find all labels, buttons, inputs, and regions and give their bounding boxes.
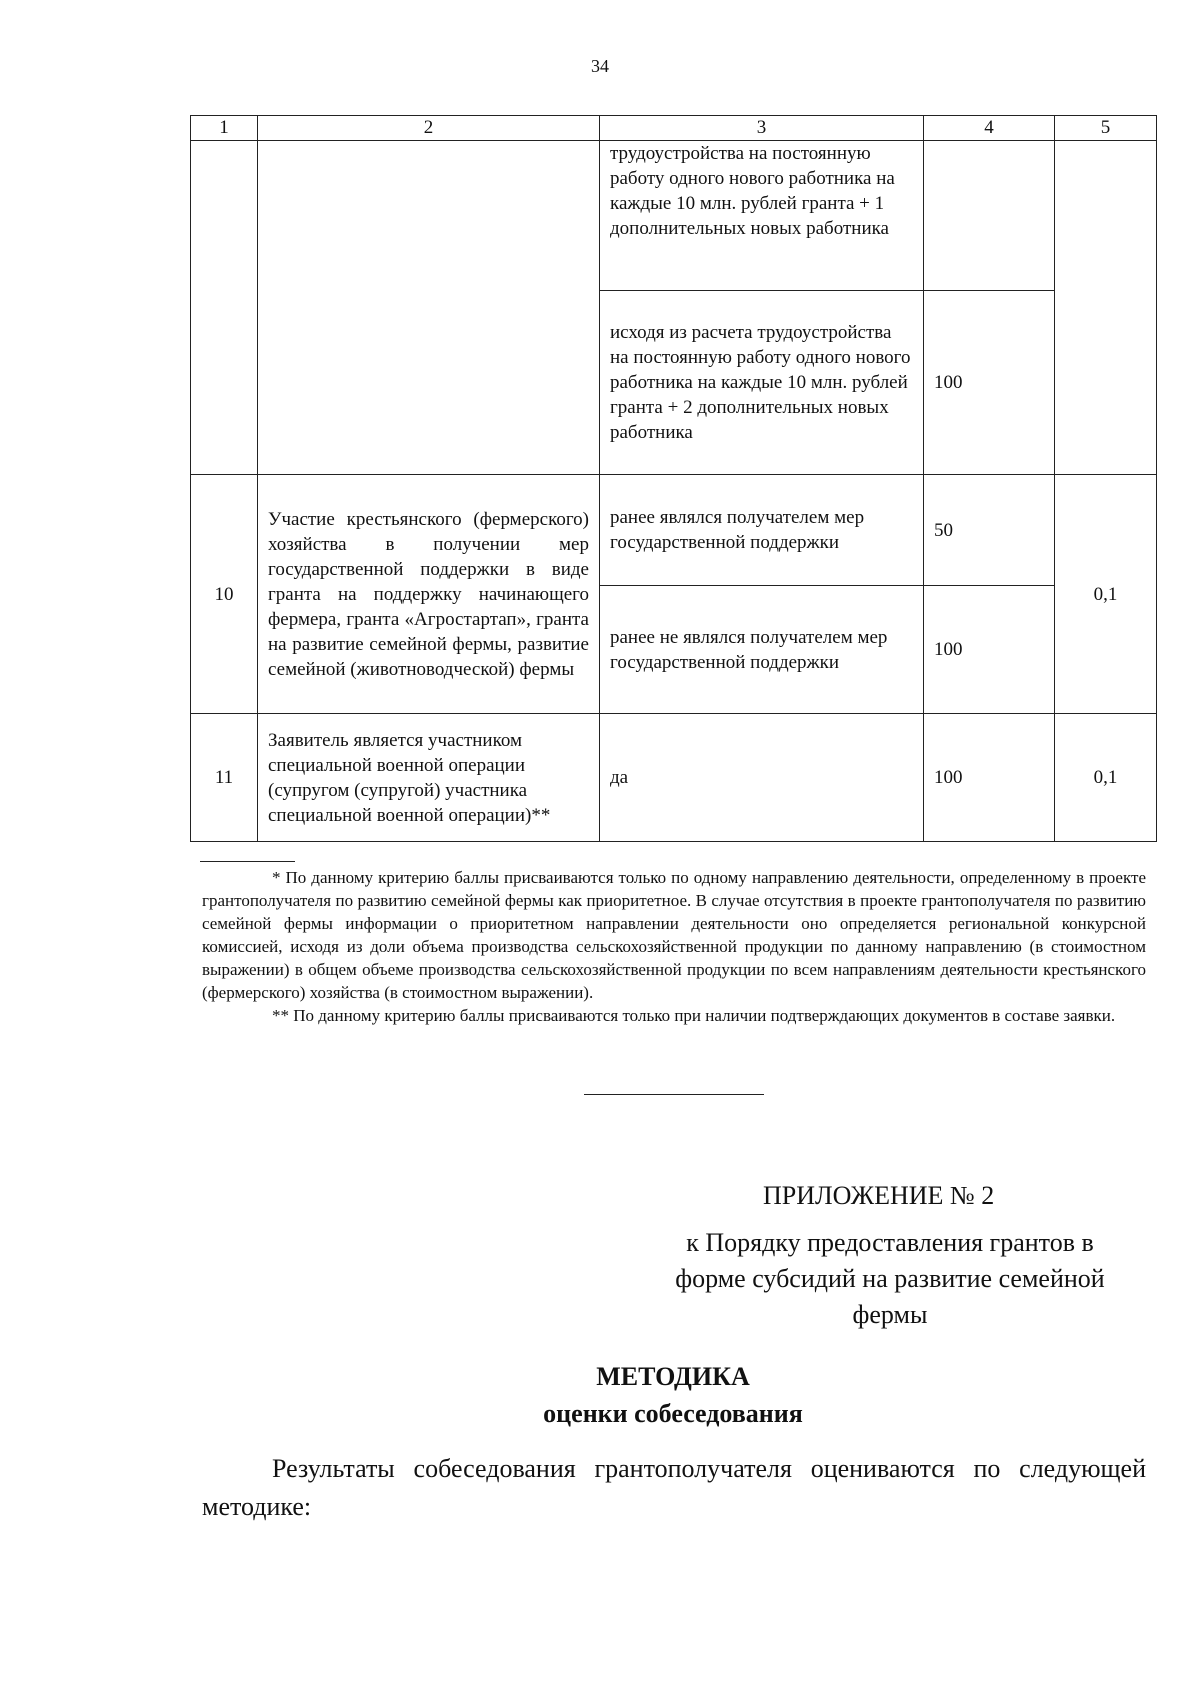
appendix-subtitle: к Порядку предоставления грантов в форме субсидий на развитие семейной фермы <box>675 1228 1105 1329</box>
weight-cell: 0,1 <box>1055 475 1157 714</box>
method-subtitle: оценки собеседования <box>543 1399 803 1428</box>
document-title <box>0 1358 1200 1432</box>
option-score <box>924 141 1055 291</box>
footnotes <box>202 866 1146 1027</box>
footnote-separator <box>200 861 295 862</box>
appendix-title: ПРИЛОЖЕНИЕ № 2 <box>763 1181 995 1210</box>
criteria-table <box>190 115 1157 842</box>
option-score: 100 <box>924 291 1055 475</box>
column-header: 1 <box>191 116 258 141</box>
table-row <box>191 714 1157 842</box>
criterion-cell <box>258 141 600 475</box>
option-text: да <box>600 714 924 842</box>
column-header: 5 <box>1055 116 1157 141</box>
option-text: ранее являлся получателем мер государственной поддержки <box>600 475 924 586</box>
option-text: исходя из расчета трудоустройства на постоянную работу одного нового работника на каждые 10 млн. рублей гранта + 2 дополнительных новых работника <box>600 291 924 475</box>
page-number: 34 <box>591 56 609 76</box>
column-header: 2 <box>258 116 600 141</box>
table-row <box>191 141 1157 291</box>
footnote-1: * По данному критерию баллы присваиваются только по одному направлению деятельности, определенному в проекте грантополучателя по развитию семейной фермы как приоритетное. В случае отсутствия в проекте грантополучателя по развитию семейной фермы информации о приоритетном направлении деятельности оно определяется региональной конкурсной комиссией, исходя из доли объема производства сельскохозяйственной продукции по данному направлению (в стоимостном выражении) в общем объеме производства сельскохозяйственной продукции по всем направлениям деятельности крестьянского (фермерского) хозяйства (в стоимостном выражении). <box>202 868 1146 1002</box>
option-score: 100 <box>924 586 1055 714</box>
row-number: 11 <box>191 714 258 842</box>
body-paragraph <box>202 1450 1146 1526</box>
body-text: Результаты собеседования грантополучателя оцениваются по следующей методике: <box>202 1454 1146 1521</box>
criterion-cell: Заявитель является участником специальной военной операции (супругом (супругой) участника специальной военной операции)** <box>258 714 600 842</box>
option-score: 50 <box>924 475 1055 586</box>
option-text: трудоустройства на постоянную работу одного нового работника на каждые 10 млн. рублей гранта + 1 дополнительных новых работника <box>600 141 924 291</box>
row-number: 10 <box>191 475 258 714</box>
option-text: ранее не являлся получателем мер государственной поддержки <box>600 586 924 714</box>
column-header: 3 <box>600 116 924 141</box>
method-title: МЕТОДИКА <box>596 1362 750 1391</box>
option-score: 100 <box>924 714 1055 842</box>
section-divider <box>584 1094 764 1095</box>
weight-cell <box>1055 141 1157 475</box>
footnote-2: ** По данному критерию баллы присваиваются только при наличии подтверждающих документов в составе заявки. <box>272 1006 1116 1025</box>
row-number <box>191 141 258 475</box>
criterion-cell: Участие крестьянского (фермерского) хозяйства в получении мер государственной поддержки в виде гранта на поддержку начинающего фермера, гранта «Агростартап», гранта на развитие семейной фермы, развитие семейной (животноводческой) фермы <box>258 475 600 714</box>
column-header: 4 <box>924 116 1055 141</box>
table-header-row <box>191 116 1157 141</box>
weight-cell: 0,1 <box>1055 714 1157 842</box>
table-row <box>191 475 1157 586</box>
